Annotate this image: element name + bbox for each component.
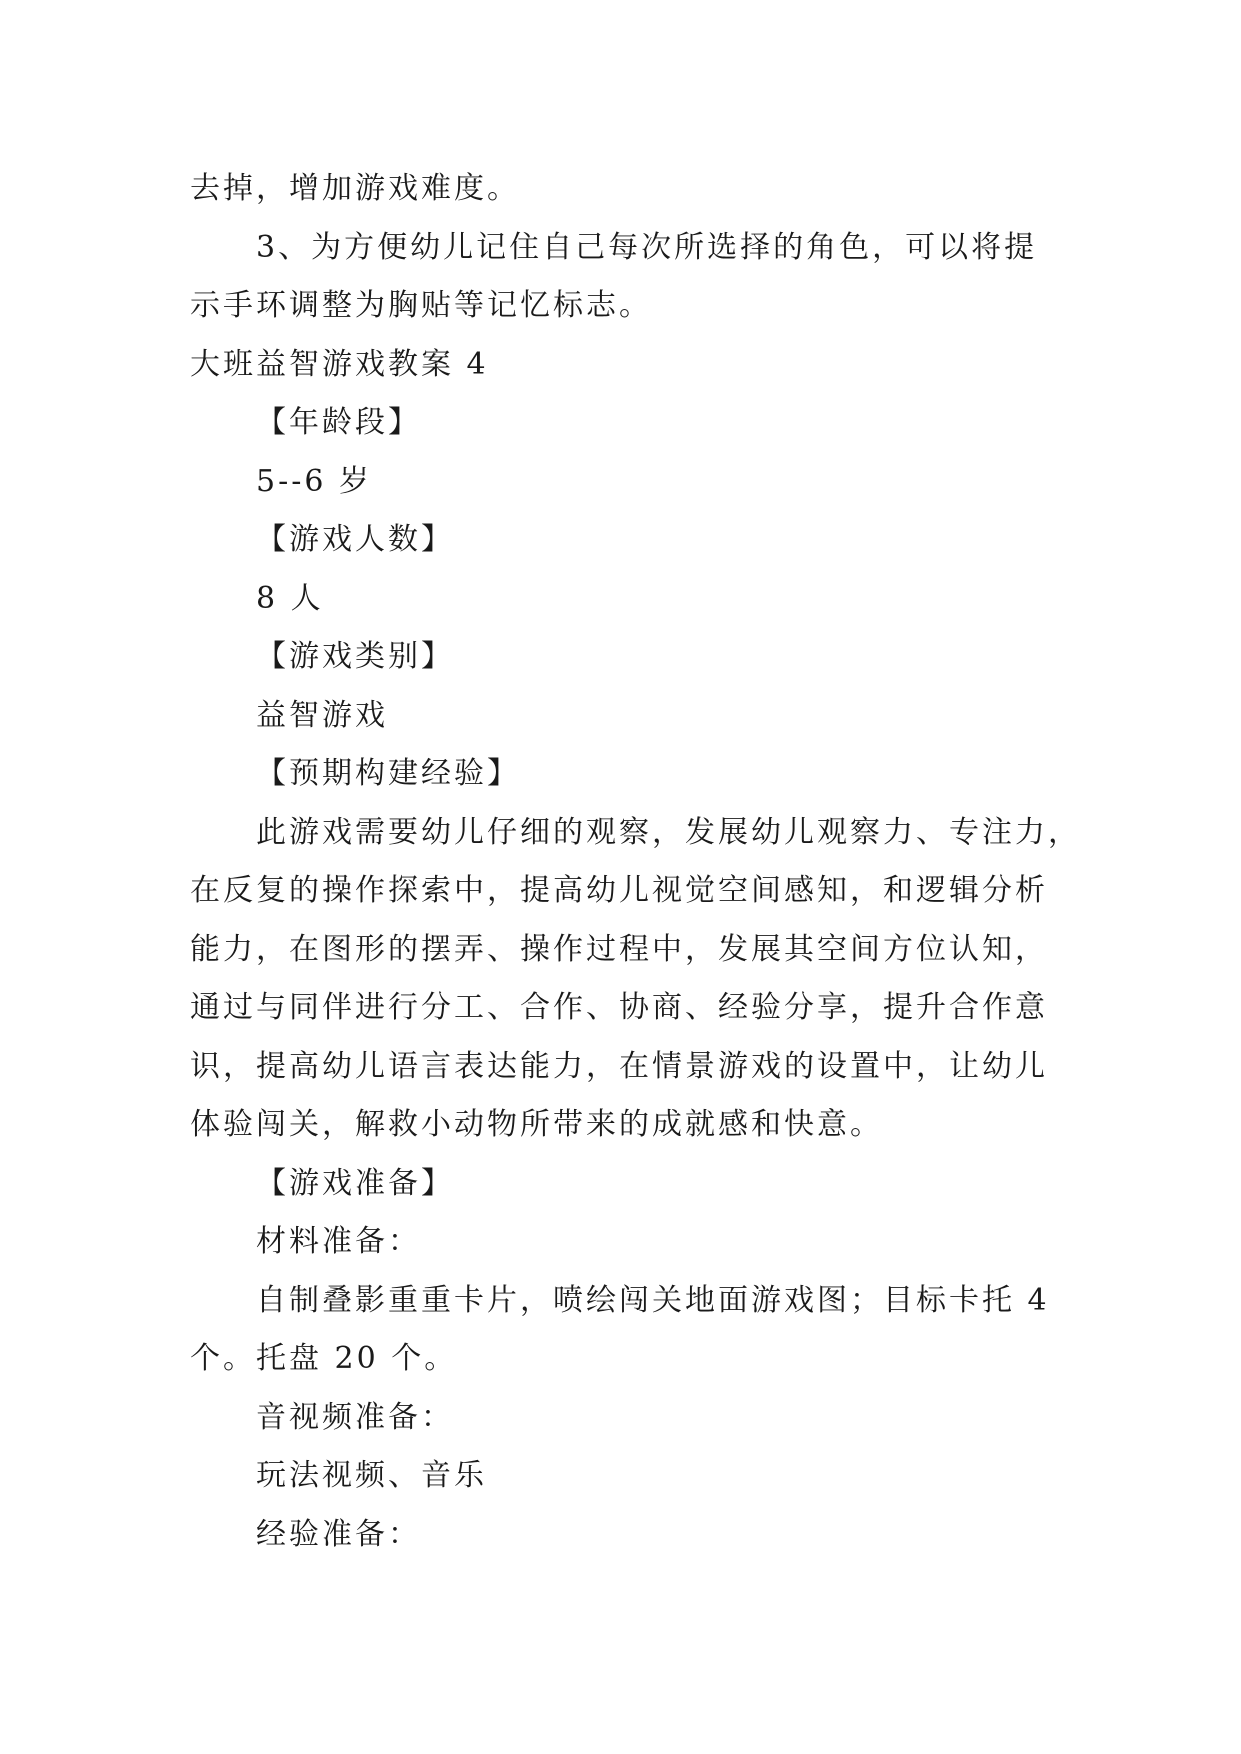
text-line: 5--6 岁 bbox=[256, 463, 372, 499]
section-heading: 大班益智游戏教案 4 bbox=[190, 346, 489, 382]
text-line: 材料准备： bbox=[256, 1224, 421, 1259]
subheading-players: 【游戏人数】 bbox=[256, 522, 454, 557]
text-line: 能力，在图形的摆弄、操作过程中，发展其空间方位认知， bbox=[190, 931, 1048, 967]
subheading-category: 【游戏类别】 bbox=[256, 639, 454, 674]
subheading-preparation: 【游戏准备】 bbox=[256, 1165, 454, 1201]
text-line: 体验闯关，解救小动物所带来的成就感和快意。 bbox=[190, 1107, 883, 1142]
text-line: 益智游戏 bbox=[256, 697, 388, 733]
text-line: 去掉，增加游戏难度。 bbox=[190, 171, 520, 206]
text-line: 经验准备： bbox=[256, 1516, 421, 1552]
text-line: 示手环调整为胸贴等记忆标志。 bbox=[190, 288, 652, 323]
text-line: 3、为方便幼儿记住自己每次所选择的角色，可以将提 bbox=[256, 229, 1038, 265]
text-line: 此游戏需要幼儿仔细的观察，发展幼儿观察力、专注力， bbox=[256, 814, 1081, 850]
text-line: 通过与同伴进行分工、合作、协商、经验分享，提升合作意 bbox=[190, 990, 1048, 1025]
document-page bbox=[190, 160, 1081, 1564]
subheading-age: 【年龄段】 bbox=[256, 405, 421, 440]
text-line: 自制叠影重重卡片，喷绘闯关地面游戏图；目标卡托 4 bbox=[256, 1282, 1050, 1318]
text-line: 8 人 bbox=[256, 580, 324, 616]
subheading-experience: 【预期构建经验】 bbox=[256, 756, 520, 791]
text-line: 玩法视频、音乐 bbox=[256, 1458, 487, 1493]
text-line: 识，提高幼儿语言表达能力，在情景游戏的设置中，让幼儿 bbox=[190, 1048, 1048, 1084]
text-line: 在反复的操作探索中，提高幼儿视觉空间感知，和逻辑分析 bbox=[190, 873, 1048, 908]
text-line: 个。托盘 20 个。 bbox=[190, 1341, 458, 1376]
text-line: 音视频准备： bbox=[256, 1399, 454, 1435]
